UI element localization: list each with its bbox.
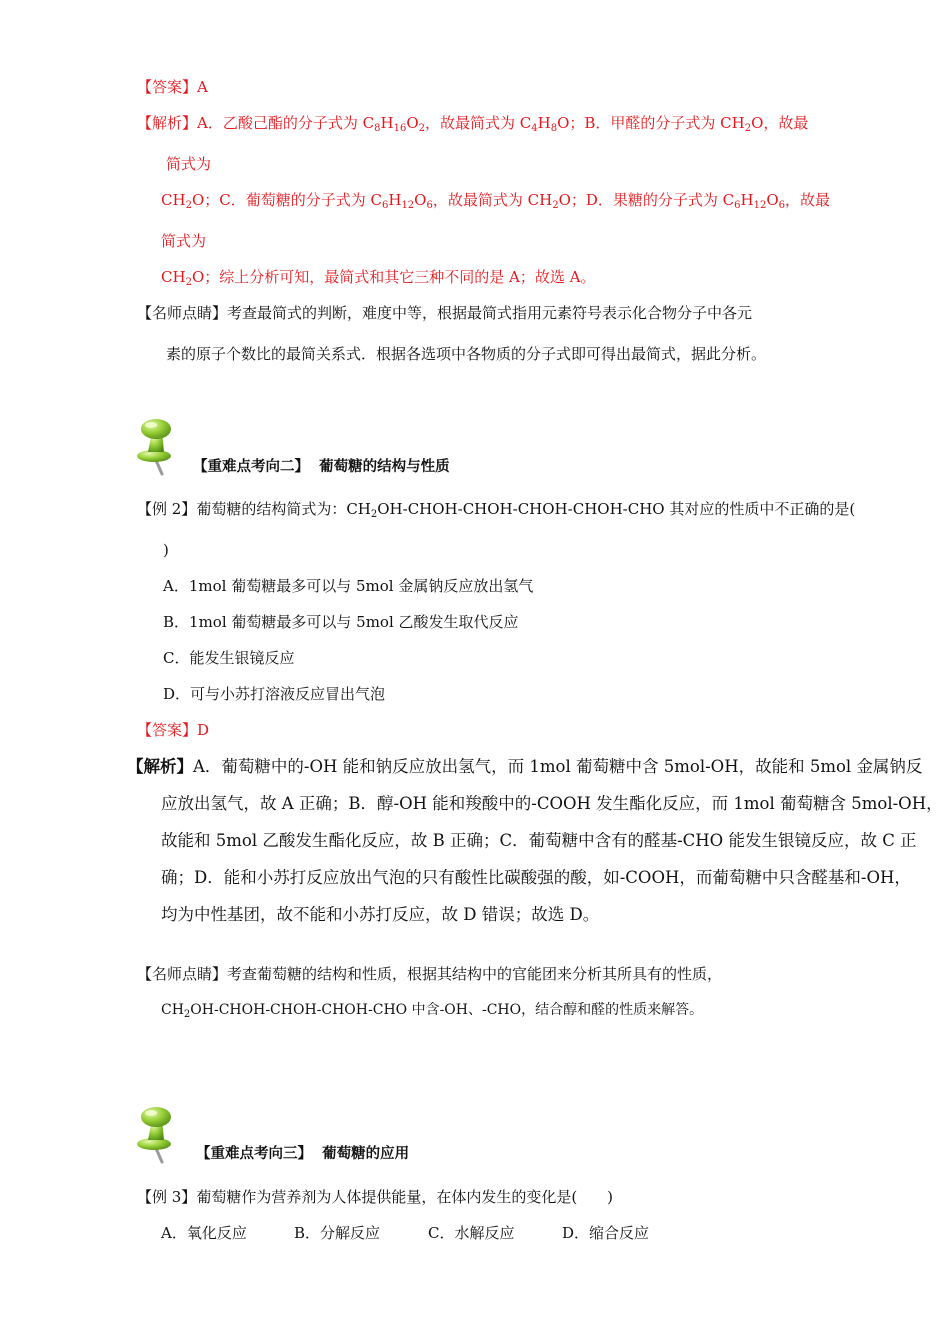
example2-option-c: C．能发生银镜反应 bbox=[163, 649, 295, 667]
example3-option-d: D．缩合反应 bbox=[562, 1224, 650, 1242]
example2-analysis-line-1: 【解析】A．葡萄糖中的-OH 能和钠反应放出氢气，而 1mol 葡萄糖中含 5mol-OH，故能和 5mol 金属钠反 bbox=[127, 757, 923, 776]
example3-question: 【例 3】葡萄糖作为营养剂为人体提供能量，在体内发生的变化是( ) bbox=[137, 1188, 614, 1206]
example2-option-b: B．1mol 葡萄糖最多可以与 5mol 乙酸发生取代反应 bbox=[163, 613, 519, 631]
example2-option-d: D．可与小苏打溶液反应冒出气泡 bbox=[163, 685, 386, 703]
pushpin-icon bbox=[130, 414, 190, 480]
tip-line-2: 素的原子个数比的最简关系式．根据各选项中各物质的分子式即可得出最简式，据此分析。 bbox=[166, 345, 767, 363]
analysis-line-2: 简式为 bbox=[166, 155, 212, 173]
example2-tip-line-2: $CH_2OH-CHOH-CHOH-CHOH$-CHO 中含-OH、-CHO，结合醇和醛的性质来解答。 bbox=[161, 1002, 704, 1020]
example2-option-a: A．1mol 葡萄糖最多可以与 5mol 金属钠反应放出氢气 bbox=[163, 577, 534, 595]
example2-analysis-line-2: 应放出氢气，故 A 正确；B．醇-OH 能和羧酸中的-COOH 发生酯化反应，而 1mol 葡萄糖含 5mol-OH， bbox=[161, 794, 943, 813]
example3-option-c: C．水解反应 bbox=[428, 1224, 515, 1242]
section2-heading: 【重难点考向二】 葡萄糖的结构与性质 bbox=[193, 459, 450, 475]
example2-answer: 【答案】D bbox=[137, 721, 210, 739]
analysis-line-1: 【解析】A．乙酸己酯的分子式为 $C_8H_{16}O_2$，故最简式为 $C_4H_8O$；B．甲醛的分子式为 $CH_2O$，故最 bbox=[137, 114, 809, 134]
example2-analysis-line-4: 确；D．能和小苏打反应放出气泡的只有酸性比碳酸强的酸，如-COOH，而葡萄糖中只含醛基和-OH， bbox=[161, 868, 911, 887]
example2-question-line-1: 【例 2】葡萄糖的结构简式为：$CH_2OH-CHOH-CHOH-CHOH-CHOH$-CHO 其对应的性质中不正确的是( bbox=[137, 500, 856, 520]
example2-question-line-2: ) bbox=[163, 541, 169, 559]
analysis-line-3: $CH_2O$；C．葡萄糖的分子式为 $C_6H_{12}O_6$，故最简式为 $CH_2O$；D．果糖的分子式为 $C_6H_{12}O_6$，故最 bbox=[161, 191, 831, 211]
example2-tip-line-1: 【名师点睛】考查葡萄糖的结构和性质，根据其结构中的官能团来分析其所具有的性质， bbox=[137, 965, 723, 983]
example2-analysis-line-3: 故能和 5mol 乙酸发生酯化反应，故 B 正确；C．葡萄糖中含有的醛基-CHO 能发生银镜反应，故 C 正 bbox=[161, 831, 917, 850]
analysis-line-5: $CH_2O$；综上分析可知，最简式和其它三种不同的是 A；故选 A。 bbox=[161, 268, 596, 288]
tip-line-1: 【名师点睛】考查最简式的判断，难度中等，根据最简式指用元素符号表示化合物分子中各元 bbox=[137, 304, 753, 322]
example3-option-b: B．分解反应 bbox=[294, 1224, 381, 1242]
answer-line: 【答案】A bbox=[137, 78, 208, 96]
example2-analysis-line-5: 均为中性基团，故不能和小苏打反应，故 D 错误；故选 D。 bbox=[161, 905, 600, 924]
section3-heading: 【重难点考向三】 葡萄糖的应用 bbox=[196, 1146, 410, 1162]
analysis-line-4: 简式为 bbox=[161, 232, 207, 250]
pushpin-icon bbox=[130, 1102, 190, 1168]
example3-option-a: A．氧化反应 bbox=[161, 1224, 247, 1242]
